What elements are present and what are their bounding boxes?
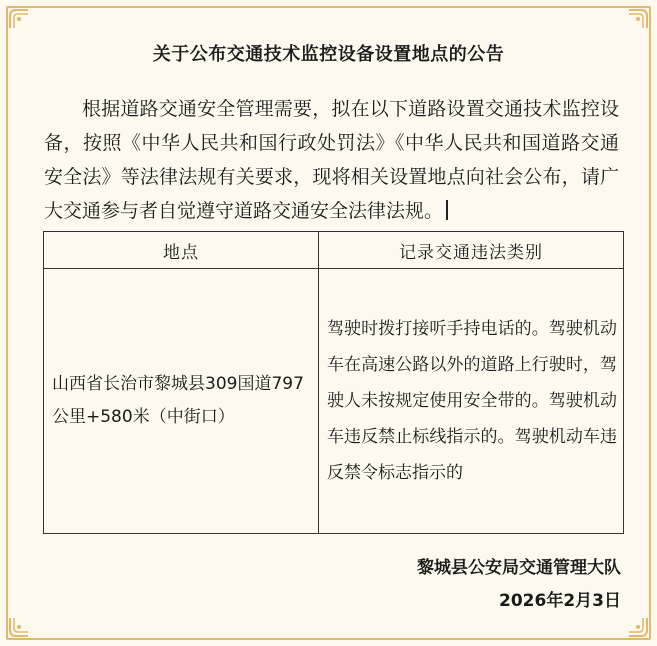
corner-ornament-icon: [8, 616, 30, 638]
notice-title: 关于公布交通技术监控设备设置地点的公告: [152, 44, 505, 65]
corner-ornament-icon: [627, 616, 649, 638]
table-row: [44, 269, 624, 534]
corner-ornament-icon: [627, 8, 649, 30]
column-header-location: 地点: [44, 232, 319, 269]
text-cursor: [446, 200, 448, 220]
monitoring-table: [43, 231, 624, 534]
location-cell: 山西省长治市黎城县309国道797公里+580米（中街口）: [44, 269, 319, 534]
notice-body: [44, 92, 619, 228]
violation-types-cell: 驾驶时拨打接听手持电话的。驾驶机动车在高速公路以外的道路上行驶时，驾驶人未按规定使用安全带的。驾驶机动车违反禁止标线指示的。驾驶机动车违反禁令标志指示的: [319, 269, 624, 534]
corner-ornament-icon: [8, 8, 30, 30]
column-header-violation-types: 记录交通违法类别: [319, 232, 624, 269]
notice-body-text: 根据道路交通安全管理需要，拟在以下道路设置交通技术监控设备，按照《中华人民共和国行政处罚法》《中华人民共和国道路交通安全法》等法律法规有关要求，现将相关设置地点向社会公布，请广大交通参与者自觉遵守道路交通安全法律法规。: [44, 98, 619, 222]
table-header-row: [44, 232, 624, 269]
issuer-signature: 黎城县公安局交通管理大队: [417, 558, 621, 578]
issue-date: 2026年2月3日: [499, 591, 621, 611]
